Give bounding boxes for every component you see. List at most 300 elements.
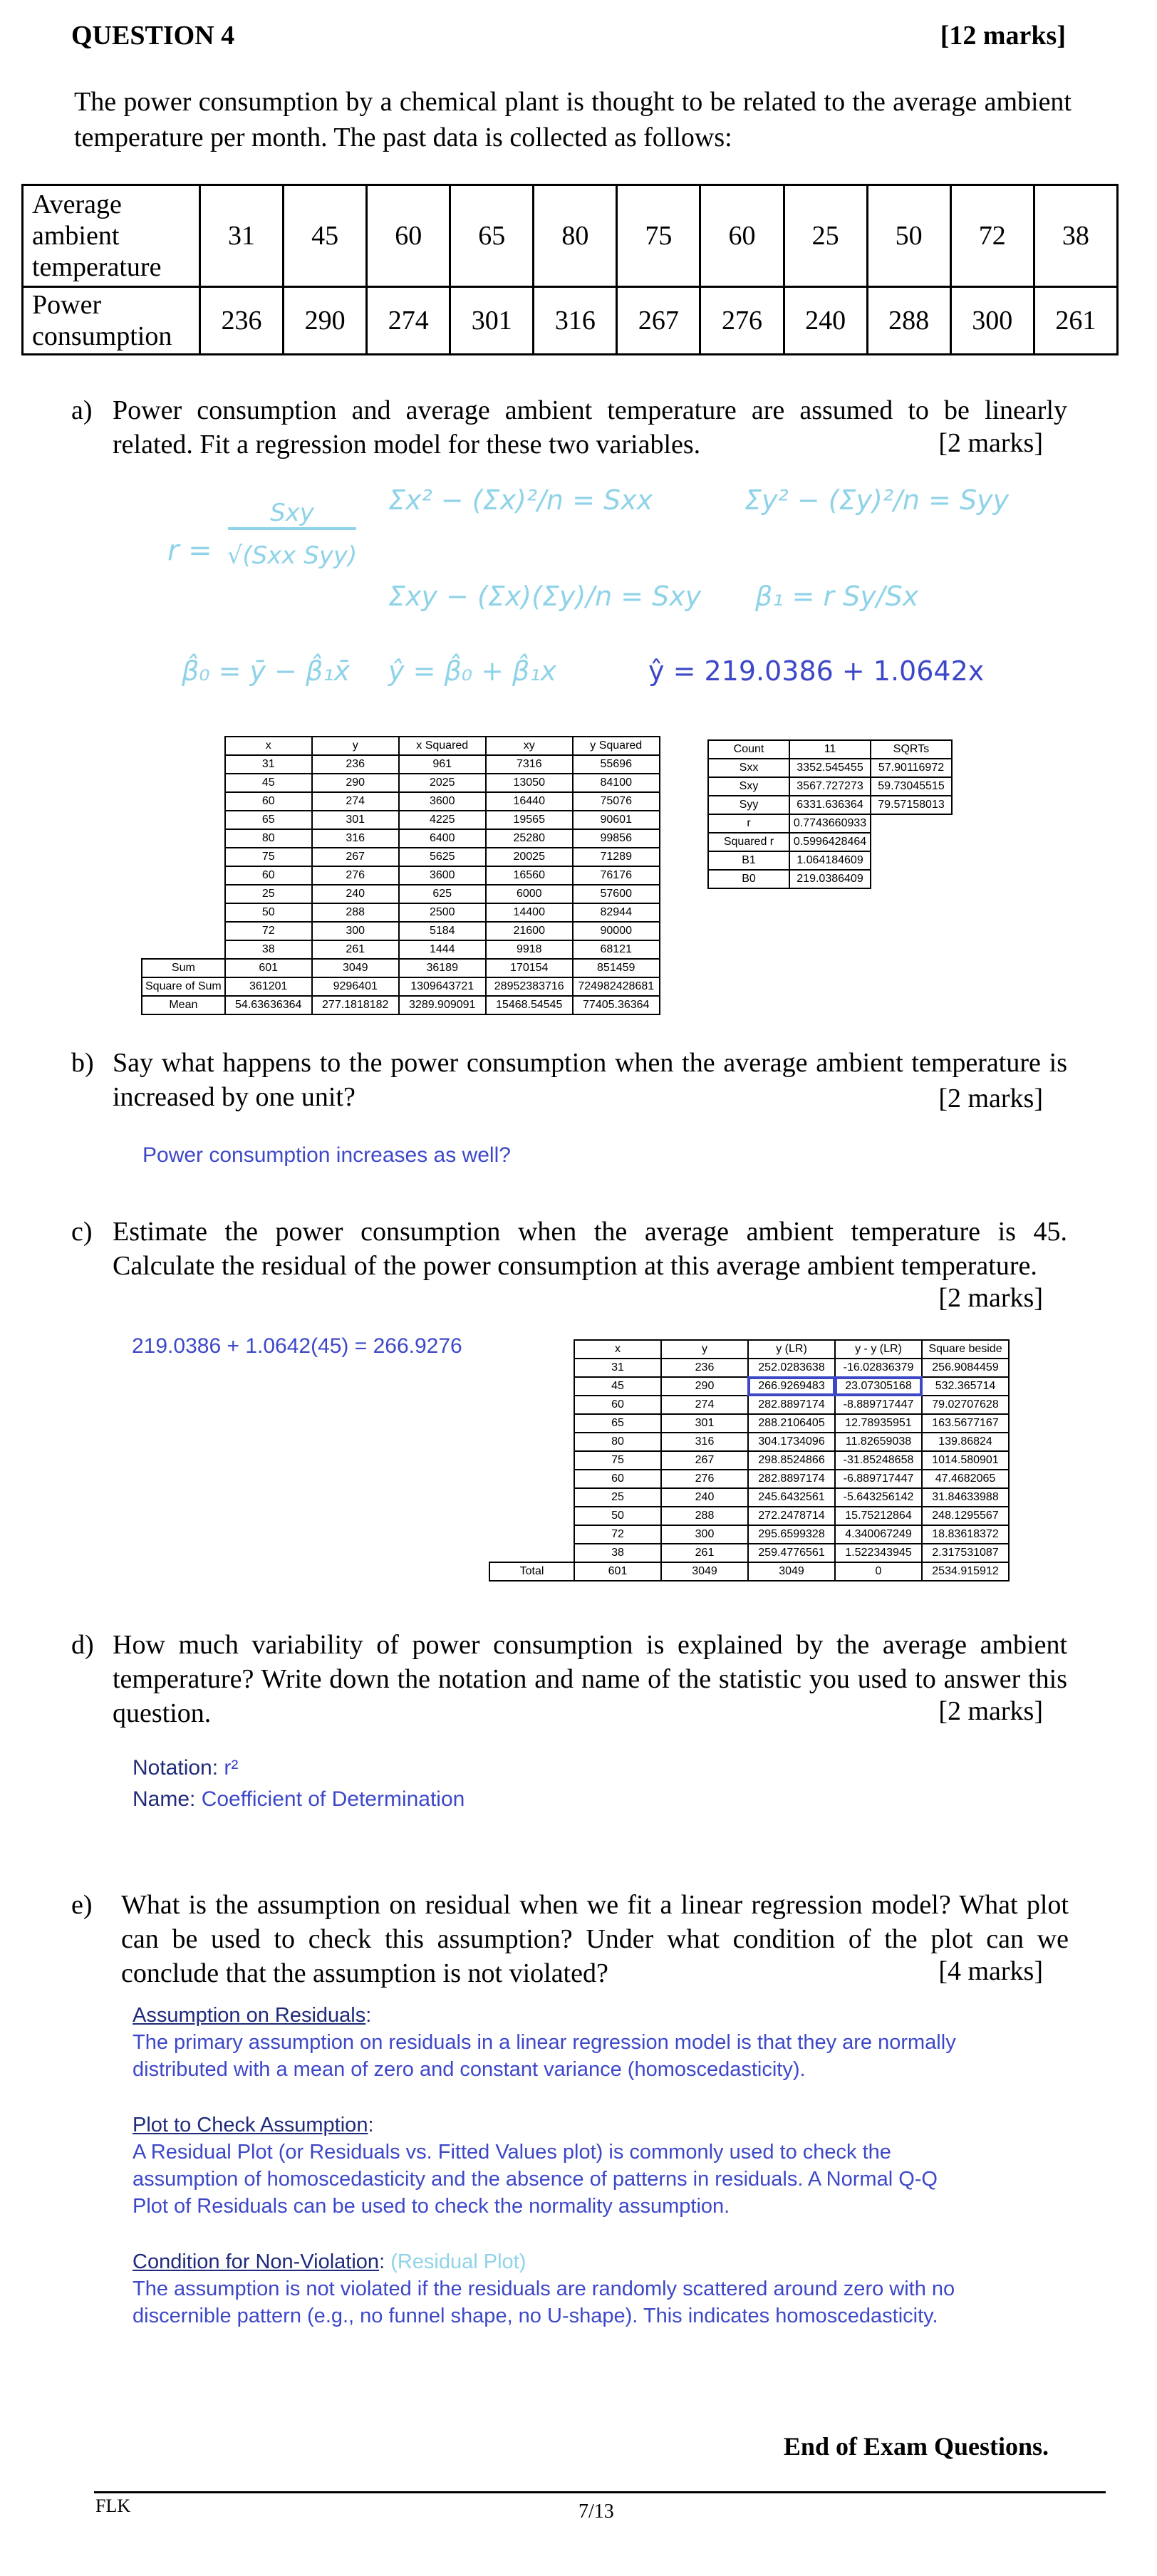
table-cell: 11.82659038: [835, 1433, 922, 1451]
total-cell: 2534.915912: [922, 1562, 1009, 1581]
blank-cell: [142, 774, 225, 792]
column-header: y - y (LR): [835, 1340, 922, 1359]
temp-cell: 80: [534, 185, 617, 287]
table-cell: 75: [225, 848, 312, 866]
blank-cell: [142, 940, 225, 959]
table-cell: 625: [399, 885, 486, 903]
power-cell: 288: [867, 287, 950, 355]
blank-cell: [871, 870, 952, 888]
table-cell: 31: [225, 755, 312, 774]
handwritten-r-lhs: r =: [167, 534, 212, 567]
summary-cell: 277.1818182: [312, 996, 399, 1014]
table-cell: 301: [661, 1414, 748, 1433]
section-body: A Residual Plot (or Residuals vs. Fitted Values plot) is commonly used to check the assumption of homoscedasticity and the absence of patterns in residuals. A Normal Q-Q Plot of Residuals can be used to check the normality assumption.: [133, 2141, 938, 2218]
table-cell: 18.83618372: [922, 1525, 1009, 1544]
blank-cell: [489, 1340, 574, 1359]
table-cell: 25280: [486, 829, 573, 848]
table-cell: 68121: [573, 940, 660, 959]
table-cell: 252.0283638: [748, 1359, 835, 1377]
stats-row: [708, 759, 952, 777]
answer-section-plot: Plot to Check Assumption: A Residual Plot (or Residuals vs. Fitted Values plot) is commonly used to check the assumption of homoscedasticity and the absence of patterns in residuals. A Normal Q-Q Plot of Residuals can be used to check the normality assumption.: [133, 2112, 959, 2220]
temp-cell: 25: [784, 185, 867, 287]
section-heading: Plot to Check Assumption: [133, 2114, 368, 2136]
temp-cell: 72: [950, 185, 1034, 287]
part-a-letter: a): [71, 395, 93, 425]
handwritten-b1-formula: β₁ = r Sy/Sx: [755, 581, 919, 612]
stat-label: r: [708, 814, 789, 833]
blank-cell: [489, 1470, 574, 1488]
blank-cell: [489, 1488, 574, 1507]
blank-cell: [489, 1433, 574, 1451]
handwritten-r-numerator: Sxy: [228, 499, 356, 530]
section-heading: Condition for Non-Violation: [133, 2250, 380, 2273]
data-table: [21, 184, 1119, 355]
table-cell: 248.1295567: [922, 1507, 1009, 1525]
stats-row: [708, 833, 952, 851]
table-cell: 25: [225, 885, 312, 903]
total-cell: 601: [574, 1562, 661, 1581]
stat-sqrt: 57.90116972: [871, 759, 952, 777]
table-cell: 82944: [573, 903, 660, 922]
stat-sqrt: 59.73045515: [871, 777, 952, 796]
table-cell: 301: [312, 811, 399, 829]
stats-table: [707, 739, 953, 889]
part-e-letter: e): [71, 1890, 93, 1920]
name-value: Coefficient of Determination: [201, 1787, 465, 1811]
table-cell: 15.75212864: [835, 1507, 922, 1525]
summary-cell: 36189: [399, 959, 486, 977]
sums-row: [142, 885, 660, 903]
table-cell: 45: [225, 774, 312, 792]
table-cell: 57600: [573, 885, 660, 903]
temp-cell: 60: [367, 185, 450, 287]
table-cell: 2025: [399, 774, 486, 792]
residual-row: [489, 1451, 1009, 1470]
stats-row: [708, 740, 952, 759]
total-label: Total: [489, 1562, 574, 1581]
power-cell: 300: [950, 287, 1034, 355]
column-header: Square beside: [922, 1340, 1009, 1359]
end-of-exam-text: End of Exam Questions.: [783, 2432, 1049, 2461]
table-cell: 38: [225, 940, 312, 959]
summary-cell: 601: [225, 959, 312, 977]
table-cell: 1.522343945: [835, 1544, 922, 1562]
table-cell: 288: [661, 1507, 748, 1525]
table-cell: 72: [225, 922, 312, 940]
table-cell: 236: [312, 755, 399, 774]
table-cell: 274: [312, 792, 399, 811]
residual-row: [489, 1396, 1009, 1414]
blank-cell: [871, 814, 952, 833]
table-cell: 276: [661, 1470, 748, 1488]
table-cell: 1444: [399, 940, 486, 959]
table-cell: 80: [225, 829, 312, 848]
blank-cell: [142, 866, 225, 885]
stat-label: Sxy: [708, 777, 789, 796]
highlighted-cell: 266.9269483: [748, 1377, 835, 1396]
blank-cell: [142, 922, 225, 940]
name-line: [133, 1784, 465, 1815]
part-e-question: What is the assumption on residual when we fit a linear regression model? What plot can be used to check this assumption? Under what condition of the plot can we conclude that the assumption is not violated?: [121, 1890, 1069, 1988]
table-cell: 5625: [399, 848, 486, 866]
blank-cell: [489, 1414, 574, 1433]
table-cell: 50: [225, 903, 312, 922]
table-cell: 259.4776561: [748, 1544, 835, 1562]
blank-cell: [142, 811, 225, 829]
table-cell: 20025: [486, 848, 573, 866]
table-cell: 7316: [486, 755, 573, 774]
stats-row: [708, 851, 952, 870]
table-cell: 90601: [573, 811, 660, 829]
table-cell: 31: [574, 1359, 661, 1377]
highlighted-cell: 23.07305168: [835, 1377, 922, 1396]
table-cell: 3600: [399, 866, 486, 885]
row-label-power: Power consumption: [23, 287, 200, 355]
stat-value: 11: [789, 740, 871, 759]
answer-section-assumption: Assumption on Residuals: The primary assumption on residuals in a linear regression model is that they are normally distributed with a mean of zero and constant variance (homoscedasticity).: [133, 2002, 959, 2083]
table-cell: 14400: [486, 903, 573, 922]
power-row: [23, 287, 1118, 355]
part-e: [71, 1888, 1069, 1995]
notation-line: [133, 1752, 465, 1784]
table-cell: 6000: [486, 885, 573, 903]
column-header: y Squared: [573, 737, 660, 755]
residual-row: [489, 1525, 1009, 1544]
table-cell: 25: [574, 1488, 661, 1507]
summary-cell: 28952383716: [486, 977, 573, 996]
handwritten-r-denominator: √(Sxx Syy): [227, 541, 358, 570]
part-b-answer: Power consumption increases as well?: [142, 1143, 511, 1167]
temp-cell: 31: [200, 185, 284, 287]
sums-row: [142, 811, 660, 829]
residual-row-highlighted: [489, 1377, 1009, 1396]
page-number: 7/13: [578, 2500, 614, 2523]
sums-row: [142, 755, 660, 774]
residual-row: [489, 1488, 1009, 1507]
table-cell: 12.78935951: [835, 1414, 922, 1433]
sums-row: [142, 792, 660, 811]
table-cell: 5184: [399, 922, 486, 940]
blank-cell: [489, 1525, 574, 1544]
summary-label: Sum: [142, 959, 225, 977]
summary-cell: 3049: [312, 959, 399, 977]
table-cell: 84100: [573, 774, 660, 792]
residual-row: [489, 1359, 1009, 1377]
column-header: x: [225, 737, 312, 755]
table-cell: 276: [312, 866, 399, 885]
table-cell: 267: [312, 848, 399, 866]
footer-left: FLK: [95, 2496, 131, 2516]
table-cell: 75076: [573, 792, 660, 811]
stat-value: 219.0386409: [789, 870, 871, 888]
stat-label: B0: [708, 870, 789, 888]
table-cell: 80: [574, 1433, 661, 1451]
table-cell: 71289: [573, 848, 660, 866]
name-label: Name:: [133, 1787, 196, 1811]
table-cell: 55696: [573, 755, 660, 774]
table-cell: 38: [574, 1544, 661, 1562]
table-cell: 47.4682065: [922, 1470, 1009, 1488]
summary-cell: 15468.54545: [486, 996, 573, 1014]
table-cell: 75: [574, 1451, 661, 1470]
table-cell: 261: [312, 940, 399, 959]
table-cell: 256.9084459: [922, 1359, 1009, 1377]
power-cell: 276: [700, 287, 784, 355]
sums-row: [142, 940, 660, 959]
total-row: [489, 1562, 1009, 1581]
part-d-letter: d): [71, 1630, 94, 1660]
summary-cell: 3289.909091: [399, 996, 486, 1014]
table-cell: 298.8524866: [748, 1451, 835, 1470]
part-d-question: How much variability of power consumption is explained by the average ambient temperature? Write down the notation and name of the statistic you used to answer this question.: [113, 1630, 1067, 1728]
power-cell: 261: [1034, 287, 1117, 355]
blank-cell: [489, 1544, 574, 1562]
blank-cell: [142, 792, 225, 811]
row-label-temperature: Average ambient temperature: [23, 185, 200, 287]
table-cell: 60: [225, 866, 312, 885]
column-header: y: [661, 1340, 748, 1359]
blank-cell: [142, 903, 225, 922]
question-marks: [12 marks]: [940, 21, 1066, 51]
summary-cell: 9296401: [312, 977, 399, 996]
table-cell: -6.889717447: [835, 1470, 922, 1488]
part-e-marks: [4 marks]: [938, 1956, 1043, 1986]
table-cell: 76176: [573, 866, 660, 885]
stats-row: [708, 796, 952, 814]
stat-label: B1: [708, 851, 789, 870]
part-c-letter: c): [71, 1217, 93, 1247]
stats-row: [708, 777, 952, 796]
sums-row: [142, 829, 660, 848]
temp-cell: 50: [867, 185, 950, 287]
stat-value: 6331.636364: [789, 796, 871, 814]
part-d-answer: [133, 1752, 465, 1815]
stats-row: [708, 814, 952, 833]
table-cell: 16560: [486, 866, 573, 885]
power-cell: 240: [784, 287, 867, 355]
section-body: The assumption is not violated if the residuals are randomly scattered around zero with no discernible pattern (e.g., no funnel shape, no U-shape). This indicates homoscedasticity.: [133, 2278, 955, 2327]
section-body: The primary assumption on residuals in a linear regression model is that they are normally distributed with a mean of zero and constant variance (homoscedasticity).: [133, 2031, 956, 2081]
table-cell: 9918: [486, 940, 573, 959]
footer-divider: [94, 2491, 1106, 2493]
part-b-letter: b): [71, 1048, 94, 1078]
temp-cell: 45: [284, 185, 367, 287]
blank-cell: [142, 829, 225, 848]
blank-cell: [871, 851, 952, 870]
part-c-answer: 219.0386 + 1.0642(45) = 266.9276: [132, 1334, 462, 1358]
table-cell: 60: [574, 1396, 661, 1414]
temperature-row: [23, 185, 1118, 287]
stat-value: 1.064184609: [789, 851, 871, 870]
notation-value: r²: [224, 1756, 239, 1780]
table-cell: 282.8897174: [748, 1470, 835, 1488]
sums-row: [142, 866, 660, 885]
table-cell: 245.6432561: [748, 1488, 835, 1507]
table-cell: 2.317531087: [922, 1544, 1009, 1562]
blank-cell: [489, 1451, 574, 1470]
sums-row: [142, 848, 660, 866]
table-cell: 1014.580901: [922, 1451, 1009, 1470]
stat-label: Syy: [708, 796, 789, 814]
summary-cell: 77405.36364: [573, 996, 660, 1014]
total-cell: 0: [835, 1562, 922, 1581]
sums-header-row: [142, 737, 660, 755]
table-cell: -5.643256142: [835, 1488, 922, 1507]
part-d: [71, 1628, 1069, 1735]
power-cell: 274: [367, 287, 450, 355]
blank-cell: [871, 833, 952, 851]
residual-table: [489, 1339, 1010, 1582]
table-cell: 961: [399, 755, 486, 774]
table-cell: 4225: [399, 811, 486, 829]
table-cell: 90000: [573, 922, 660, 940]
part-a: [71, 393, 1069, 464]
section-note: (Residual Plot): [390, 2250, 526, 2273]
notation-label: Notation:: [133, 1756, 219, 1780]
stat-value: 0.5996428464: [789, 833, 871, 851]
stat-label: Sxx: [708, 759, 789, 777]
table-cell: 65: [225, 811, 312, 829]
table-cell: 99856: [573, 829, 660, 848]
question-title: QUESTION 4: [71, 21, 235, 51]
blank-cell: [489, 1507, 574, 1525]
table-cell: 240: [661, 1488, 748, 1507]
blank-cell: [142, 737, 225, 755]
column-header: xy: [486, 737, 573, 755]
summary-cell: 1309643721: [399, 977, 486, 996]
stat-value: 0.7743660933: [789, 814, 871, 833]
blank-cell: [489, 1359, 574, 1377]
table-cell: 304.1734096: [748, 1433, 835, 1451]
question-intro: The power consumption by a chemical plant is thought to be related to the average ambient temperature per month. The past data is collected as follows:: [74, 87, 1072, 152]
table-cell: 60: [225, 792, 312, 811]
table-cell: 31.84633988: [922, 1488, 1009, 1507]
section-heading: Assumption on Residuals: [133, 2004, 366, 2027]
table-cell: 4.340067249: [835, 1525, 922, 1544]
sums-row: [142, 903, 660, 922]
table-cell: 240: [312, 885, 399, 903]
temp-cell: 65: [450, 185, 534, 287]
stat-value: 3567.727273: [789, 777, 871, 796]
blank-cell: [142, 848, 225, 866]
table-cell: 272.2478714: [748, 1507, 835, 1525]
stat-sqrt: 79.57158013: [871, 796, 952, 814]
temp-cell: 75: [617, 185, 700, 287]
table-cell: -31.85248658: [835, 1451, 922, 1470]
stat-label: Squared r: [708, 833, 789, 851]
table-cell: 16440: [486, 792, 573, 811]
power-cell: 316: [534, 287, 617, 355]
table-cell: 236: [661, 1359, 748, 1377]
table-cell: 274: [661, 1396, 748, 1414]
table-cell: 19565: [486, 811, 573, 829]
temp-cell: 38: [1034, 185, 1117, 287]
part-c: [71, 1215, 1069, 1321]
summary-cell: 170154: [486, 959, 573, 977]
residual-row: [489, 1470, 1009, 1488]
table-cell: 6400: [399, 829, 486, 848]
part-b: [71, 1046, 1069, 1117]
handwritten-syy-formula: Σy² − (Σy)²/n = Syy: [744, 484, 1010, 516]
residual-header-row: [489, 1340, 1009, 1359]
residual-row: [489, 1433, 1009, 1451]
handwritten-b0-formula: β̂₀ = ȳ − β̂₁x̄: [182, 655, 350, 687]
sums-row: [142, 922, 660, 940]
column-header: y (LR): [748, 1340, 835, 1359]
table-cell: 288: [312, 903, 399, 922]
table-cell: 282.8897174: [748, 1396, 835, 1414]
answer-section-condition: Condition for Non-Violation: (Residual Plot) The assumption is not violated if the residuals are randomly scattered around zero with no discernible pattern (e.g., no funnel shape, no U-shape). This indicates homoscedasticity.: [133, 2248, 959, 2330]
stat-label: Count: [708, 740, 789, 759]
summary-row: [142, 959, 660, 977]
part-c-marks: [2 marks]: [938, 1283, 1043, 1313]
part-c-question: Estimate the power consumption when the average ambient temperature is 45. Calculate the residual of the power consumption at this average ambient temperature.: [113, 1217, 1067, 1281]
summary-row: [142, 996, 660, 1014]
table-cell: 139.86824: [922, 1433, 1009, 1451]
table-cell: 295.6599328: [748, 1525, 835, 1544]
column-header: y: [312, 737, 399, 755]
table-cell: -16.02836379: [835, 1359, 922, 1377]
summary-cell: 361201: [225, 977, 312, 996]
blank-cell: [489, 1377, 574, 1396]
table-cell: 50: [574, 1507, 661, 1525]
table-cell: 21600: [486, 922, 573, 940]
summary-cell: 54.63636364: [225, 996, 312, 1014]
stat-value: 3352.545455: [789, 759, 871, 777]
part-b-marks: [2 marks]: [938, 1084, 1043, 1113]
total-cell: 3049: [661, 1562, 748, 1581]
table-cell: 13050: [486, 774, 573, 792]
part-a-question: Power consumption and average ambient temperature are assumed to be linearly related. Fit a regression model for these two variables.: [113, 395, 1067, 459]
table-cell: 261: [661, 1544, 748, 1562]
part-a-marks: [2 marks]: [938, 428, 1043, 458]
blank-cell: [489, 1396, 574, 1414]
residual-row: [489, 1414, 1009, 1433]
handwritten-sxy-formula: Σxy − (Σx)(Σy)/n = Sxy: [388, 581, 702, 612]
summary-cell: 851459: [573, 959, 660, 977]
table-cell: 65: [574, 1414, 661, 1433]
power-cell: 236: [200, 287, 284, 355]
table-cell: 532.365714: [922, 1377, 1009, 1396]
part-d-marks: [2 marks]: [938, 1696, 1043, 1726]
table-cell: 45: [574, 1377, 661, 1396]
table-cell: 3600: [399, 792, 486, 811]
table-cell: 290: [661, 1377, 748, 1396]
power-cell: 267: [617, 287, 700, 355]
table-cell: 267: [661, 1451, 748, 1470]
sums-table: [141, 736, 660, 1015]
table-cell: 288.2106405: [748, 1414, 835, 1433]
table-cell: 2500: [399, 903, 486, 922]
summary-row: [142, 977, 660, 996]
blank-cell: [142, 885, 225, 903]
summary-label: Square of Sum: [142, 977, 225, 996]
table-cell: 60: [574, 1470, 661, 1488]
table-cell: -8.889717447: [835, 1396, 922, 1414]
table-cell: 300: [312, 922, 399, 940]
part-e-answer: [133, 2002, 959, 2330]
temp-cell: 60: [700, 185, 784, 287]
table-cell: 163.5677167: [922, 1414, 1009, 1433]
part-b-question: Say what happens to the power consumption when the average ambient temperature is increased by one unit?: [113, 1048, 1067, 1112]
stats-row: [708, 870, 952, 888]
residual-row: [489, 1544, 1009, 1562]
blank-cell: [142, 755, 225, 774]
stat-sqrt: SQRTs: [871, 740, 952, 759]
summary-cell: 724982428681: [573, 977, 660, 996]
handwritten-model-formula: ŷ = β̂₀ + β̂₁x: [388, 655, 556, 687]
table-cell: 290: [312, 774, 399, 792]
